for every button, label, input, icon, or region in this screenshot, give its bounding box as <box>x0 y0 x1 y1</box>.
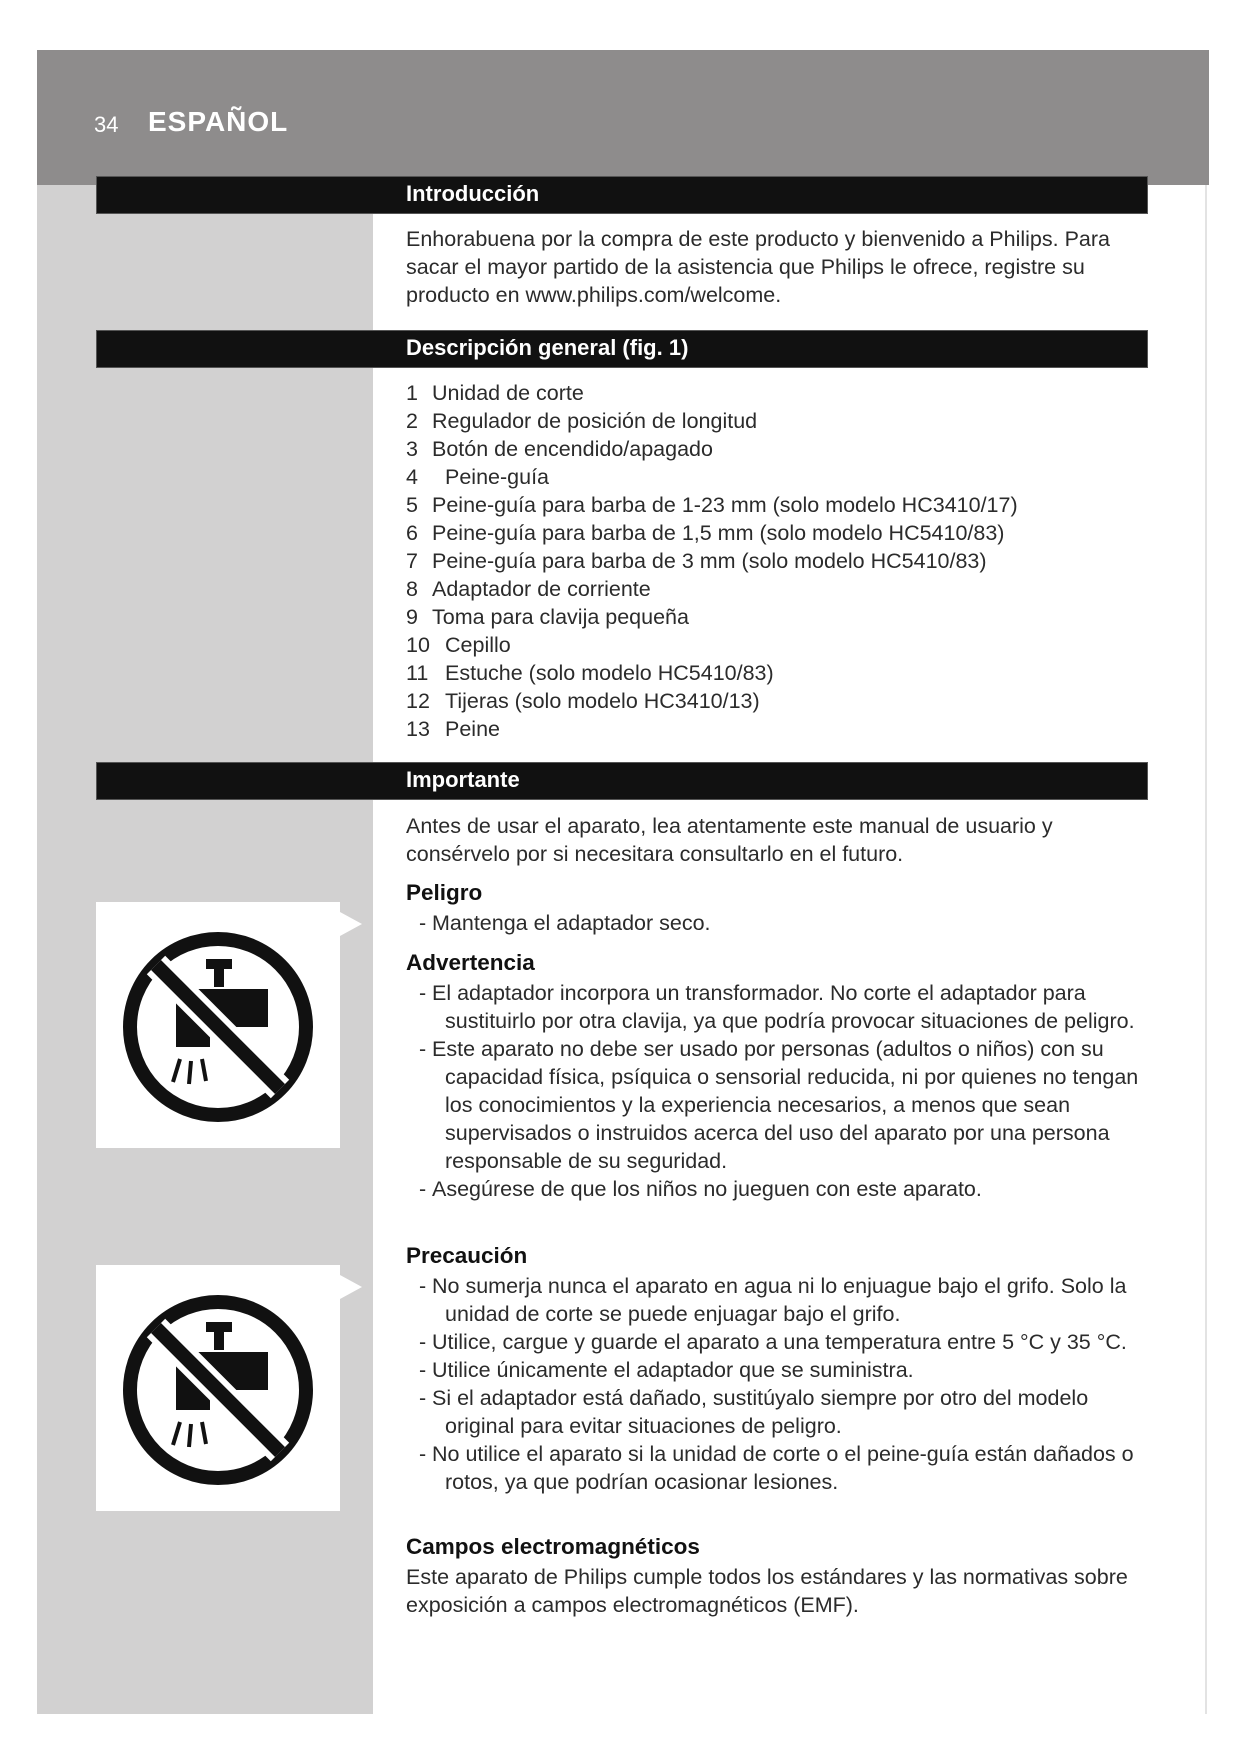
list-item: - El adaptador incorpora un transformador. No corte el adaptador para sustituirlo por otra clavija, ya que podría provocar situaciones de peligro. <box>419 981 1135 1033</box>
section-title: Importante <box>406 767 520 792</box>
list-item: - Utilice únicamente el adaptador que se suministra. <box>419 1358 914 1382</box>
no-water-tap-icon <box>118 1290 318 1490</box>
section-bar-intro <box>96 176 1148 214</box>
list-item: - Este aparato no debe ser usado por personas (adultos o niños) con su capacidad física, psíquica o sensorial reducida, ni por quienes no tengan los conocimientos y la experiencia necesarios, a menos que sean supervisados o instruidos acerca del uso del aparato por una persona responsable de su seguridad. <box>419 1037 1139 1173</box>
list-item: 13 Peine <box>406 717 500 741</box>
list-item: - Si el adaptador está dañado, sustitúyalo siempre por otro del modelo original para evitar situaciones de peligro. <box>419 1386 1089 1438</box>
list-item: 1 Unidad de corte <box>406 381 584 405</box>
caution-list <box>419 1272 1149 1496</box>
section-bar-overview <box>96 330 1148 368</box>
right-margin-rule <box>1205 185 1207 1714</box>
list-item: 3 Botón de encendido/apagado <box>406 437 713 461</box>
warning-heading: Advertencia <box>406 950 535 975</box>
pictogram-no-water-1 <box>96 902 340 1148</box>
danger-heading: Peligro <box>406 880 483 905</box>
intro-paragraph <box>406 225 1146 309</box>
overview-list <box>406 379 1146 743</box>
list-item: 7 Peine-guía para barba de 3 mm (solo modelo HC5410/83) <box>406 549 987 573</box>
section-bar-important <box>96 762 1148 800</box>
page-language-title: ESPAÑOL <box>148 106 289 137</box>
list-item: 8 Adaptador de corriente <box>406 577 651 601</box>
pictogram-no-water-2 <box>96 1265 340 1511</box>
emf-text: Este aparato de Philips cumple todos los estándares y las normativas sobre exposición a campos electromagnéticos (EMF). <box>406 1565 1128 1617</box>
important-intro <box>406 812 1146 868</box>
section-title: Introducción <box>406 181 540 206</box>
caution-heading: Precaución <box>406 1243 528 1268</box>
list-item: 6 Peine-guía para barba de 1,5 mm (solo modelo HC5410/83) <box>406 521 1005 545</box>
warning-list <box>419 979 1149 1203</box>
section-title: Descripción general (fig. 1) <box>406 335 689 360</box>
no-water-tap-icon <box>118 927 318 1127</box>
list-item: - No sumerja nunca el aparato en agua ni lo enjuague bajo el grifo. Solo la unidad de corte se puede enjuagar bajo el grifo. <box>419 1274 1127 1326</box>
list-item: 9 Toma para clavija pequeña <box>406 605 689 629</box>
emf-paragraph <box>406 1563 1146 1619</box>
list-item: - Asegúrese de que los niños no jueguen con este aparato. <box>419 1177 982 1201</box>
intro-text: Enhorabuena por la compra de este producto y bienvenido a Philips. Para sacar el mayor partido de la asistencia que Philips le ofrece, registre su producto en www.philips.com/welcome. <box>406 227 1110 307</box>
emf-heading: Campos electromagnéticos <box>406 1534 700 1559</box>
list-item: - Utilice, cargue y guarde el aparato a una temperatura entre 5 °C y 35 °C. <box>419 1330 1127 1354</box>
danger-list <box>419 909 1149 937</box>
list-item: 4 Peine-guía <box>406 465 549 489</box>
list-item: - No utilice el aparato si la unidad de corte o el peine-guía están dañados o rotos, ya que podrían ocasionar lesiones. <box>419 1442 1134 1494</box>
list-item: 10 Cepillo <box>406 633 511 657</box>
list-item: - Mantenga el adaptador seco. <box>419 911 711 935</box>
list-item: 2 Regulador de posición de longitud <box>406 409 758 433</box>
list-item: 5 Peine-guía para barba de 1-23 mm (solo modelo HC3410/17) <box>406 493 1018 517</box>
list-item: 12 Tijeras (solo modelo HC3410/13) <box>406 689 760 713</box>
list-item: 11 Estuche (solo modelo HC5410/83) <box>406 661 774 685</box>
important-intro-text: Antes de usar el aparato, lea atentamente este manual de usuario y consérvelo por si necesitara consultarlo en el futuro. <box>406 814 1053 866</box>
page-number: 34 <box>94 112 119 137</box>
